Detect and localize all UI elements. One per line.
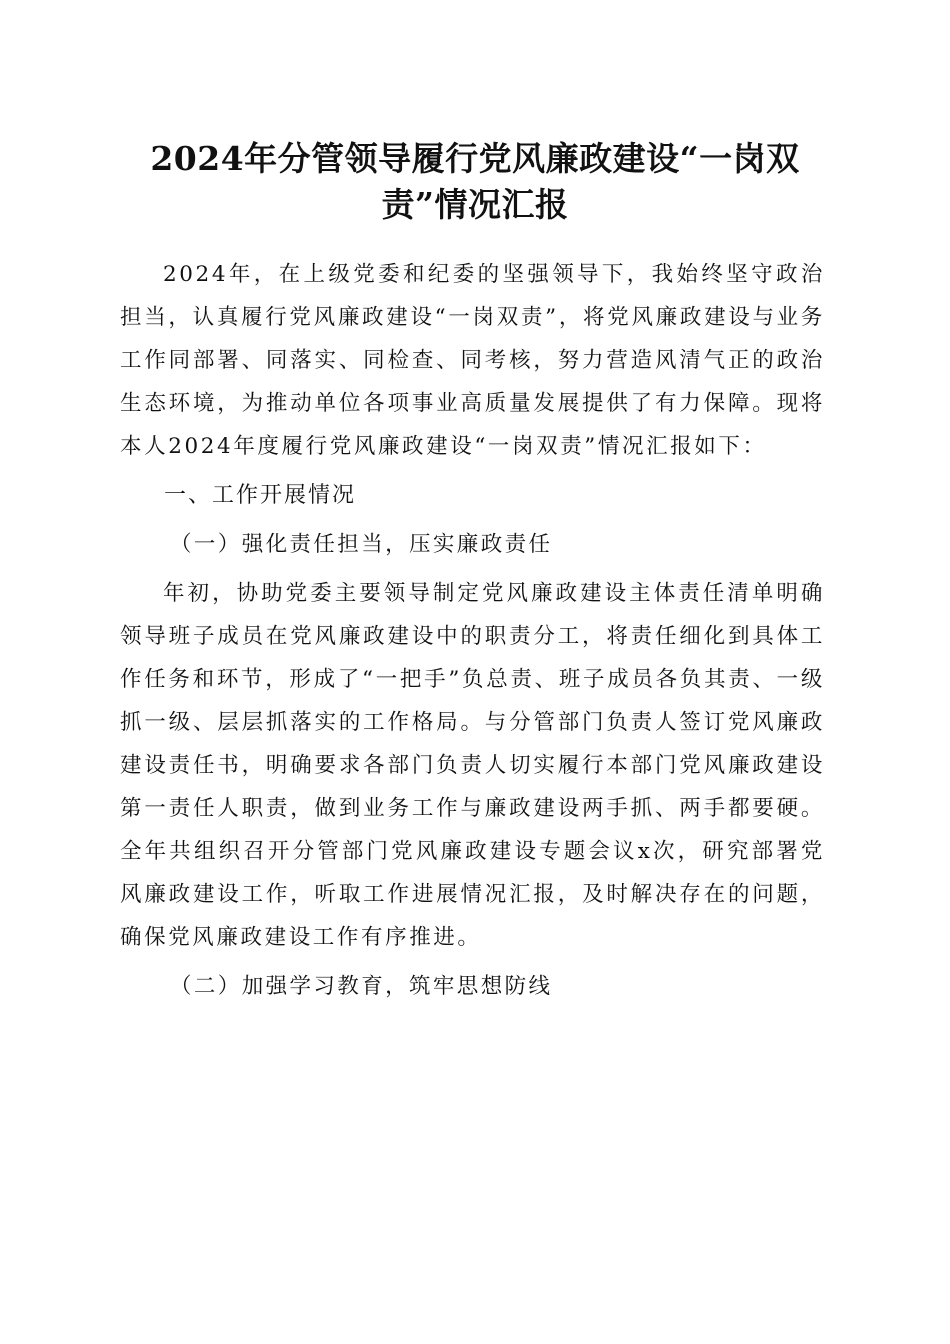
subsection-heading-education: （二）加强学习教育，筑牢思想防线 [170,974,553,999]
responsibility-paragraph: 年初，协助党委主要领导制定党风廉政建设主体责任清单明确领导班子成员在党风廉政建设中的职责分工，将责任细化到具体工作任务和环节，形成了“一把手”负总责、班子成员各负其责、一级抓一级、层层抓落实的工作格局。与分管部门负责人签订党风廉政建设责任书，明确要求各部门负责人切实履行本部门党风廉政建设第一责任人职责，做到业务工作与廉政建设两手抓、两手都要硬。全年共组织召开分管部门党风廉政建设专题会议x次，研究部署党风廉政建设工作，听取工作进展情况汇报，及时解决存在的问题，确保党风廉政建设工作有序推进。 [120,581,825,950]
section-heading-work-progress: 一、工作开展情况 [164,483,357,508]
intro-paragraph: 2024年，在上级党委和纪委的坚强领导下，我始终坚守政治担当，认真履行党风廉政建设“一岗双责”，将党风廉政建设与业务工作同部署、同落实、同检查、同考核，努力营造风清气正的政治生态环境，为推动单位各项事业高质量发展提供了有力保障。现将本人2024年度履行党风廉政建设“一岗双责”情况汇报如下： [120,262,825,459]
document-title: 2024年分管领导履行党风廉政建设“一岗双责”情况汇报 [150,139,800,224]
subsection-heading-responsibility: （一）强化责任担当，压实廉政责任 [170,532,553,557]
document-body [120,253,825,1008]
